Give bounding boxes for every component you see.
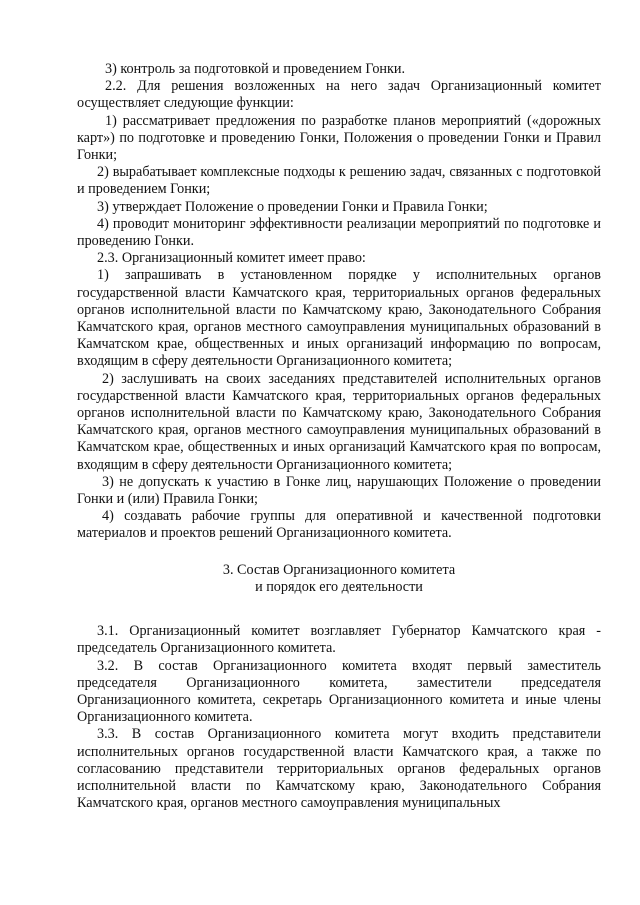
paragraph-2-3-item-2: 2) заслушивать на своих заседаниях представителей исполнительных органов государственной власти Камчатского края, территориальных органов федеральных органов исполнительной власти по Камчатскому краю, Законодательного Собрания Камчатского края, органов местного самоуправления муниципальных образований в Камчатском крае, общественных и иных организаций Камчатского края по вопросам, входящим в сферу деятельности Организационного комитета; [77, 370, 601, 473]
paragraph-2-3-item-1: 1) запрашивать в установленном порядке у исполнительных органов государственной власти Камчатского края, территориальных органов федеральных органов исполнительной власти по Камчатскому краю, Законодательного Собрания Камчатского края, органов местного самоуправления муниципальных образований в Камчатском крае, общественных и иных организаций информацию по вопросам, входящим в сферу деятельности Организационного комитета; [77, 267, 601, 370]
document-body [77, 61, 601, 812]
paragraph-2-2-item-2: 2) вырабатывает комплексные подходы к решению задач, связанных с подготовкой и проведением Гонки; [77, 164, 601, 198]
paragraph-3-2: 3.2. В состав Организационного комитета входят первый заместитель председателя Организационного комитета, заместители председателя Организационного комитета, секретарь Организационного комитета и иные члены Организационного комитета. [77, 657, 601, 726]
paragraph-2-3-item-4: 4) создавать рабочие группы для оперативной и качественной подготовки материалов и проектов решений Организационного комитета. [77, 508, 601, 542]
paragraph-2-2-item-4: 4) проводит мониторинг эффективности реализации мероприятий по подготовке и проведению Гонки. [77, 215, 601, 250]
paragraph-2-1-item-3: 3) контроль за подготовкой и проведением Гонки. [105, 61, 406, 77]
section-heading-line-1: 3. Состав Организационного комитета [222, 561, 456, 578]
paragraph-3-3: 3.3. В состав Организационного комитета могут входить представители исполнительных органов государственной власти Камчатского края, а также по согласованию представители территориальных органов федеральных органов исполнительной власти по Камчатскому краю, Законодательного Собрания Камчатского края, органов местного самоуправления муниципальных [77, 726, 601, 812]
section-heading-line-2: и порядок его деятельности [255, 578, 423, 595]
paragraph-2-2-item-1: 1) рассматривает предложения по разработке планов мероприятий («дорожных карт») по подготовке и проведению Гонки, Положения о проведении Гонки и Правил Гонки; [77, 112, 601, 164]
paragraph-2-2-item-3: 3) утверждает Положение о проведении Гонки и Правила Гонки; [97, 198, 488, 215]
paragraph-3-1: 3.1. Организационный комитет возглавляет Губернатор Камчатского края - председатель Организационного комитета. [77, 623, 601, 657]
paragraph-2-3-item-3: 3) не допускать к участию в Гонке лиц, нарушающих Положение о проведении Гонки и (или) Правила Гонки; [77, 473, 601, 508]
paragraph-2-3: 2.3. Организационный комитет имеет право: [97, 250, 366, 267]
paragraph-2-2: 2.2. Для решения возложенных на него задач Организационный комитет осуществляет следующие функции: [77, 78, 601, 112]
